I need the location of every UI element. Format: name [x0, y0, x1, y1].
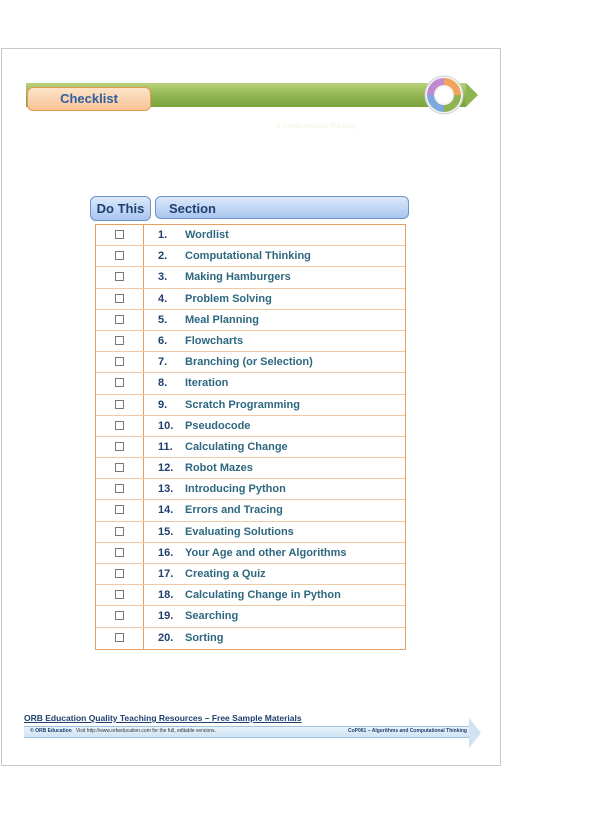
- checkbox[interactable]: [115, 251, 124, 260]
- table-row: [96, 331, 405, 352]
- checkbox[interactable]: [115, 336, 124, 345]
- column-divider: [143, 500, 144, 520]
- column-divider: [143, 437, 144, 457]
- section-number: 7.: [158, 356, 168, 369]
- section-label: Calculating Change in Python: [185, 589, 341, 602]
- section-number: 15.: [158, 525, 174, 538]
- column-divider: [143, 585, 144, 605]
- table-row: [96, 564, 405, 585]
- section-number: 17.: [158, 568, 174, 580]
- section-label: Making Hamburgers: [185, 271, 291, 284]
- column-divider: [143, 606, 144, 626]
- section-label: Calculating Change: [185, 440, 288, 453]
- table-row: [96, 289, 405, 310]
- table-row: [96, 225, 405, 246]
- table-row: [96, 267, 405, 288]
- column-divider: [143, 373, 144, 393]
- column-divider: [143, 479, 144, 499]
- checkbox[interactable]: [115, 230, 124, 239]
- section-number: 12.: [158, 462, 174, 475]
- column-divider: [143, 331, 144, 351]
- section-number: 5.: [158, 313, 168, 326]
- checkbox[interactable]: [115, 484, 124, 493]
- section-label: Computational Thinking: [185, 250, 311, 263]
- table-row: [96, 585, 405, 606]
- column-header-section: Section: [155, 196, 409, 219]
- column-header-do-this: Do This: [90, 196, 151, 221]
- table-row: [96, 437, 405, 458]
- section-label: Searching: [185, 610, 239, 623]
- footer-bar: [24, 726, 469, 738]
- section-label: Branching (or Selection): [185, 356, 313, 369]
- column-divider: [143, 267, 144, 287]
- section-number: 16.: [158, 546, 174, 559]
- footer-copyright: © ORB Education: [30, 728, 72, 734]
- section-number: 20.: [158, 631, 174, 644]
- section-label: Pseudocode: [185, 419, 251, 432]
- section-number: 2.: [158, 250, 168, 263]
- column-divider: [143, 564, 144, 584]
- section-number: 13.: [158, 483, 174, 496]
- column-divider: [143, 395, 144, 415]
- table-row: [96, 543, 405, 564]
- section-number: 3.: [158, 271, 168, 284]
- checkbox[interactable]: [115, 548, 124, 557]
- checkbox[interactable]: [115, 569, 124, 578]
- checklist-tab: Checklist: [27, 87, 151, 111]
- section-number: 14.: [158, 504, 174, 517]
- column-divider: [143, 246, 144, 266]
- section-label: Creating a Quiz: [185, 568, 266, 580]
- section-number: 1.: [158, 229, 168, 241]
- checkbox[interactable]: [115, 272, 124, 281]
- column-divider: [143, 458, 144, 478]
- table-row: [96, 500, 405, 521]
- table-row: [96, 416, 405, 437]
- column-divider: [143, 352, 144, 372]
- table-row: [96, 628, 405, 649]
- checkbox[interactable]: [115, 378, 124, 387]
- banner-title: Algorithms: [297, 109, 356, 123]
- section-number: 9.: [158, 398, 168, 411]
- table-row: [96, 373, 405, 394]
- checkbox[interactable]: [115, 294, 124, 303]
- footer-title: ORB Education Quality Teaching Resources – Free Sample Materials: [24, 713, 302, 723]
- checkbox[interactable]: [115, 442, 124, 451]
- section-number: 8.: [158, 377, 168, 390]
- section-label: Flowcharts: [185, 334, 244, 347]
- table-row: [96, 479, 405, 500]
- section-number: 11.: [158, 440, 173, 453]
- table-row: [96, 246, 405, 267]
- section-label: Iteration: [185, 377, 229, 390]
- table-row: [96, 606, 405, 627]
- checkbox[interactable]: [115, 611, 124, 620]
- footer-code: CoP061 – Algorithms and Computational Thinking: [348, 728, 467, 734]
- checkbox[interactable]: [115, 315, 124, 324]
- section-label: Scratch Programming: [185, 398, 300, 411]
- section-label: Meal Planning: [185, 313, 259, 326]
- section-label: Your Age and other Algorithms: [185, 546, 347, 559]
- table-row: [96, 352, 405, 373]
- column-divider: [143, 310, 144, 330]
- section-number: 4.: [158, 292, 168, 305]
- checkbox[interactable]: [115, 400, 124, 409]
- section-label: Robot Mazes: [185, 462, 253, 475]
- column-divider: [143, 416, 144, 436]
- section-number: 19.: [158, 610, 174, 623]
- cycle-logo-icon: [422, 73, 466, 117]
- section-label: Introducing Python: [185, 483, 286, 496]
- section-number: 6.: [158, 334, 168, 347]
- section-label: Evaluating Solutions: [185, 525, 294, 538]
- column-divider: [143, 543, 144, 563]
- footer-visit-text: Visit http://www.orbeducation.com for the full, editable versions.: [75, 728, 216, 734]
- section-label: Errors and Tracing: [185, 504, 283, 517]
- checkbox[interactable]: [115, 421, 124, 430]
- column-divider: [143, 628, 144, 649]
- checkbox[interactable]: [115, 357, 124, 366]
- table-row: [96, 395, 405, 416]
- section-number: 18.: [158, 589, 174, 602]
- column-divider: [143, 522, 144, 542]
- table-row: [96, 310, 405, 331]
- banner-subtitle: & Computational Thinking: [275, 123, 356, 130]
- section-label: Sorting: [185, 631, 224, 644]
- table-row: [96, 522, 405, 543]
- checkbox[interactable]: [115, 463, 124, 472]
- column-divider: [143, 225, 144, 245]
- checklist-table: [95, 224, 406, 650]
- footer-left: [30, 728, 216, 734]
- section-label: Wordlist: [185, 229, 229, 241]
- checkbox[interactable]: [115, 505, 124, 514]
- column-divider: [143, 289, 144, 309]
- section-label: Problem Solving: [185, 292, 272, 305]
- checkbox[interactable]: [115, 527, 124, 536]
- checkbox[interactable]: [115, 590, 124, 599]
- checkbox[interactable]: [115, 633, 124, 642]
- section-number: 10.: [158, 419, 174, 432]
- table-row: [96, 458, 405, 479]
